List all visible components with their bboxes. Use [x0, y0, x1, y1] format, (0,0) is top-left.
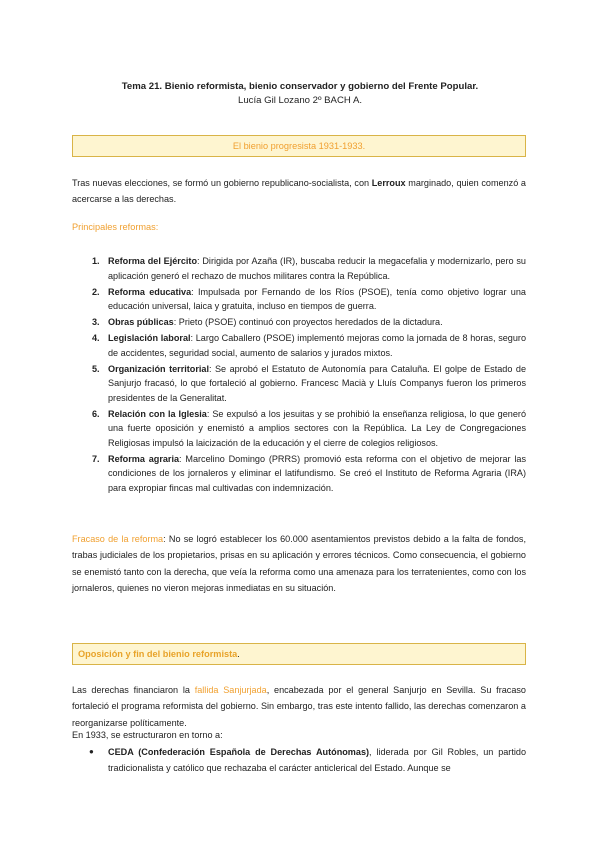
list-item-number: 1. — [92, 256, 100, 266]
opposition-text-before: Las derechas financiaron la — [72, 685, 195, 695]
list-item — [72, 407, 526, 451]
list-item — [72, 744, 526, 777]
list-item-term: Reforma del Ejército — [108, 256, 198, 266]
list-item-number: 3. — [92, 317, 100, 327]
fracaso-text: : No se logró establecer los 60.000 asentamientos previstos debido a la falta de fondos, trabas judiciales de los propietarios, prisas en su aplicación y errores técnicos. Como consecuencia, el gobierno se enemistó tanto con la derecha, que veía la reforma como una amenaza para los terratenientes, como con los jornaleros, quienes no vieron mejoras inmediatas en su situación. — [72, 534, 526, 593]
list-item-text: , liderada por Gil Robles, un partido tradicionalista y católico que rechazaba el carácter anticlerical del Estado. Aunque se — [108, 747, 527, 774]
list-item-term: Reforma educativa — [108, 286, 192, 297]
list-item-text: : Se expulsó a los jesuitas y se prohibió la enseñanza religiosa, lo que generó una fuerte oposición y enemistó a amplios sectores con la República. La Ley de Congregaciones Religiosas impulsó la laicización de la educación y el cierre de colegios religiosos. — [108, 408, 526, 448]
list-item-number: 6. — [92, 408, 100, 419]
list-item-number: 5. — [92, 363, 100, 374]
list-item-term: Organización territorial — [108, 363, 209, 374]
section-heading-text: Oposición y fin del bienio reformista — [78, 649, 238, 659]
section-heading-box — [72, 643, 526, 665]
fracaso-label: Fracaso de la reforma — [72, 534, 164, 544]
list-item — [72, 331, 526, 360]
list-item-number: 2. — [92, 286, 100, 297]
intro-paragraph — [72, 175, 526, 208]
document-author: Lucía Gil Lozano 2º BACH A. — [237, 95, 363, 106]
section-heading-dot: . — [237, 649, 240, 659]
list-item — [72, 315, 526, 330]
list-item-term: Reforma agraria — [108, 453, 180, 464]
bullet-icon: ● — [89, 747, 94, 756]
list-item-text: : Marcelino Domingo (PRRS) promovió esta reforma con el objetivo de mejorar las condiciones de los jornaleros y eliminar el latifundismo. Se creó el Instituto de Reforma Agraria (IRA) para expropiar fincas mal cultivadas con indemnización. — [108, 453, 526, 493]
intro-bold-name: Lerroux — [371, 178, 406, 188]
list-item-number: 7. — [92, 453, 100, 464]
list-item-text: : Prieto (PSOE) continuó con proyectos heredados de la dictadura. — [173, 317, 443, 327]
list-item — [72, 362, 526, 406]
list-item-text: : Se aprobó el Estatuto de Autonomía para Cataluña. El golpe de Estado de Sanjurjo fracasó, lo que fortaleció al gobierno. Francesc Macià y Lluís Companys fueron los primeros presidentes de la Generalitat. — [108, 363, 526, 403]
structure-line: En 1933, se estructuraron en torno a: — [72, 730, 223, 740]
list-item-text: : Dirigida por Azaña (IR), buscaba reducir la megacefalia y modernizarlo, pero su aplicación generó el rechazo de muchos militares contra la República. — [108, 256, 526, 281]
list-item — [72, 254, 526, 283]
intro-text-after: marginado, quien comenzó a acercarse a las derechas. — [72, 178, 526, 205]
list-item-term: Relación con la Iglesia — [108, 408, 207, 419]
highlight-sanjurjada: fallida Sanjurjada — [194, 685, 267, 695]
opposition-text-after: , encabezada por el general Sanjurjo en Sevilla. Su fracaso fortaleció el programa reformista del gobierno. Sin embargo, tras este intento fallido, las derechas comenzaron a reorganizarse políticamente. — [72, 685, 526, 728]
opposition-paragraph — [72, 682, 526, 731]
list-item — [72, 452, 526, 496]
list-item-term: Obras públicas — [108, 317, 174, 327]
fracaso-paragraph — [72, 531, 526, 596]
reforms-subheading: Principales reformas: — [72, 222, 159, 232]
intro-text-before: Tras nuevas elecciones, se formó un gobierno republicano-socialista, con — [72, 178, 372, 188]
list-item-term: Legislación laboral — [108, 333, 191, 343]
list-item-number: 4. — [92, 333, 100, 343]
section-heading-box: El bienio progresista 1931-1933. — [72, 135, 526, 157]
document-title: Tema 21. Bienio reformista, bienio conservador y gobierno del Frente Popular. — [121, 81, 479, 92]
list-item-text: : Largo Caballero (PSOE) implementó mejoras como la jornada de 8 horas, seguro de accidentes, seguridad social, aumento de salarios y jurados mixtos. — [108, 333, 526, 358]
reforms-list — [72, 254, 526, 497]
list-item-text: : Impulsada por Fernando de los Ríos (PSOE), tenía como objetivo lograr una educación universal, laica y gratuita, incluso en tiempos de guerra. — [108, 286, 526, 311]
list-item — [72, 285, 526, 314]
parties-list — [72, 744, 526, 777]
list-item-term: CEDA (Confederación Española de Derechas Autónomas) — [108, 747, 370, 757]
